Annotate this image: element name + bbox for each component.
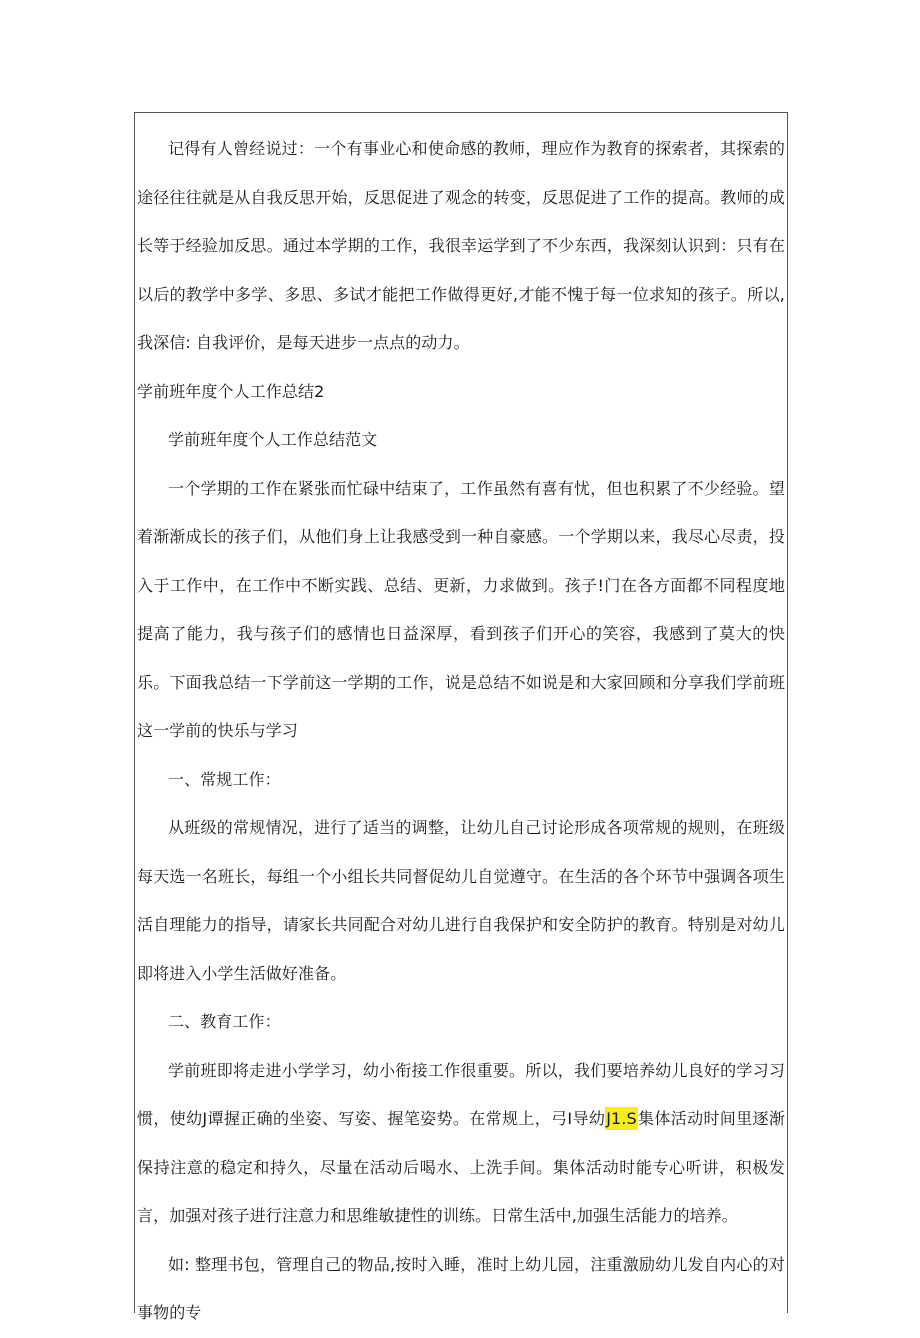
heading-routine-work: 一、常规工作： xyxy=(168,769,281,789)
paragraph-intro: 一个学期的工作在紧张而忙碌中结束了，工作虽然有喜有忧，但也积累了不少经验。望着渐渐成长的孩子们，从他们身上让我感受到一种自豪感。一个学期以来，我尽心尽责，投入于工作中，在工作中不断实践、总结、更新，力求做到。孩子!门在各方面都不同程度地提高了能力，我与孩子们的感情也日益深厚，看到孩子们开心的笑容，我感到了莫大的快乐。下面我总结一下学前这一学期的工作，说是总结不如说是和大家回顾和分享我们学前班这一学前的快乐与学习 xyxy=(137,478,785,740)
sub-heading: 学前班年度个人工作总结范文 xyxy=(168,430,378,449)
education-text-before: 学前班即将走进小学学习，幼小衔接工作很重要。所以，我们要培养幼儿良好的学习习惯，使幼J谭握正确的坐姿、写姿、握笔姿势。在常规上，弓I导幼 xyxy=(137,1060,785,1128)
paragraph-reflection: 记得有人曾经说过：一个有事业心和使命感的教师，理应作为教育的探索者，其探索的途径往往就是从自我反思开始，反思促进了观念的转变，反思促进了工作的提高。教师的成长等于经验加反思。通过本学期的工作，我很幸运学到了不少东西，我深刻认识到：只有在以后的教学中多学、多思、多试才能把工作做得更好,才能不愧于每一位求知的孩子。所以,我深信: 自我评价，是每天进步一点点的动力。 xyxy=(137,139,785,352)
highlighted-text: J1.S xyxy=(606,1109,637,1128)
section-heading: 学前班年度个人工作总结2 xyxy=(137,381,325,401)
heading-education-work: 二、教育工作： xyxy=(168,1012,281,1031)
paragraph-routine-work: 从班级的常规情况，进行了适当的调整，让幼儿自己讨论形成各项常规的规则，在班级每天选一名班长，每组一个小组长共同督促幼儿自觉遵守。在生活的各个环节中强调各项生活自理能力的指导，请家长共同配合对幼儿进行自我保护和安全防护的教育。特别是对幼儿即将进入小学生活做好准备。 xyxy=(137,818,785,983)
paragraph-education-work xyxy=(137,1047,785,1241)
document-body xyxy=(137,125,785,1338)
education-text-after: 集体活动时间里逐渐保持注意的稳定和持久，尽量在活动后喝水、上洗手间。集体活动时能专心听讲，积极发言，加强对孩子进行注意力和思维敏捷性的训练。日常生活中,加强生活能力的培养。 xyxy=(137,1109,785,1225)
paragraph-last: 如: 整理书包，管理自己的物品,按时入睡，准时上幼儿园，注重激励幼儿发自内心的对事物的专 xyxy=(137,1254,785,1322)
